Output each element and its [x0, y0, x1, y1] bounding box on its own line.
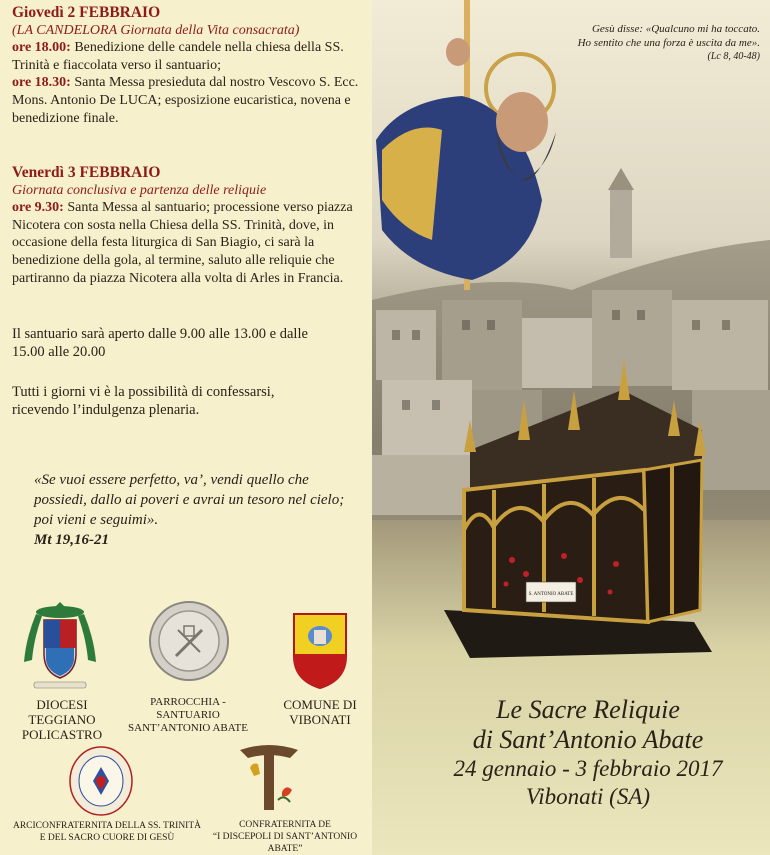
- luke-quote-ref: (Lc 8, 40-48): [707, 51, 760, 62]
- arciconfraternita-caption: [12, 820, 202, 844]
- luke-quote: [540, 22, 760, 64]
- friday-heading: Venerdì 3 FEBBRAIO: [12, 164, 161, 181]
- thursday-time-1: ore 18.00:: [12, 40, 71, 56]
- gospel-quote-ref: Mt 19,16-21: [34, 532, 109, 548]
- parrocchia-line-2: SANT’ANTONIO ABATE: [128, 722, 248, 734]
- diocesi-line-3: POLICASTRO: [21, 727, 103, 742]
- thursday-heading: Giovedì 2 FEBBRAIO: [12, 4, 161, 21]
- left-panel: [0, 0, 372, 855]
- luke-quote-line-1: Gesù disse: «Qualcuno mi ha toccato.: [591, 23, 760, 35]
- arciconfraternita-seal: [68, 745, 134, 817]
- diocesi-line-1: DIOCESI: [36, 697, 88, 712]
- comune-caption: [270, 697, 370, 727]
- thursday-event-1: [12, 39, 367, 74]
- title-dates: 24 gennaio - 3 febbraio 2017: [453, 756, 723, 781]
- comune-line-2: VIBONATI: [289, 712, 351, 727]
- reliquary: [434, 360, 724, 680]
- thursday-subtitle: (LA CANDELORA Giornata della Vita consacrata): [12, 22, 300, 38]
- confession-note: Tutti i giorni vi è la possibilità di confessarsi, ricevendo l’indulgenza plenaria.: [12, 384, 275, 418]
- reliquary-label: S. ANTONIO ABATE: [528, 592, 574, 597]
- comune-crest: [288, 608, 352, 690]
- friday-subtitle: Giornata conclusiva e partenza delle reliquie: [12, 182, 267, 198]
- arciconfraternita-line-1: ARCICONFRATERNITA DELLA SS. TRINITÀ: [12, 821, 202, 831]
- event-title: [428, 695, 748, 811]
- diocesi-coat-of-arms: [20, 598, 100, 690]
- confraternita-tau-emblem: [238, 740, 300, 816]
- confraternita-line-2: “I DISCEPOLI DI SANT’ANTONIO ABATE”: [212, 832, 358, 854]
- title-line-2: di Sant’Antonio Abate: [472, 725, 704, 754]
- friday-event-1: [12, 199, 367, 287]
- thursday-section: [12, 4, 367, 127]
- gospel-quote-text: «Se vuoi essere perfetto, va’, vendi quello che possiedi, dallo ai poveri e avrai un tesoro nel cielo; poi vieni e seguimi».: [34, 472, 345, 528]
- thursday-text-2: Santa Messa presieduta dal nostro Vescovo S. Ecc. Mons. Antonio De LUCA; esposizione eucaristica, novena e benedizione finale.: [12, 75, 359, 126]
- diocesi-caption: [12, 697, 112, 742]
- friday-text-1: Santa Messa al santuario; processione verso piazza Nicotera con sosta nella Chiesa della SS. Trinità, dove, in occasione della festa liturgica di San Biagio, ci sarà la benedizione della gola, al termine, saluto alle reliquie che partiranno da piazza Nicotera alla volta di Arles in Francia.: [12, 200, 353, 286]
- gospel-quote: [34, 470, 349, 550]
- parrocchia-line-1: PARROCCHIA - SANTUARIO: [150, 696, 226, 721]
- confraternita-caption: [198, 819, 372, 855]
- diocesi-line-2: TEGGIANO: [28, 712, 96, 727]
- thursday-event-2: [12, 74, 367, 127]
- luke-quote-line-2: Ho sentito che una forza è uscita da me».: [577, 37, 760, 49]
- confraternita-line-1: CONFRATERNITA DE: [239, 820, 331, 830]
- friday-section: [12, 164, 367, 287]
- thursday-time-2: ore 18.30:: [12, 75, 71, 91]
- comune-line-1: COMUNE DI: [283, 697, 357, 712]
- title-line-1: Le Sacre Reliquie: [496, 695, 680, 724]
- parrocchia-seal: [148, 600, 230, 682]
- opening-hours: Il santuario sarà aperto dalle 9.00 alle 13.00 e dalle 15.00 alle 20.00: [12, 326, 308, 360]
- title-place: Vibonati (SA): [525, 784, 651, 809]
- thursday-text-1: Benedizione delle candele nella chiesa della SS. Trinità e fiaccolata verso il santuario;: [12, 40, 344, 73]
- parrocchia-caption: [118, 696, 258, 735]
- friday-time-1: ore 9.30:: [12, 200, 64, 216]
- arciconfraternita-line-2: E DEL SACRO CUORE DI GESÙ: [39, 833, 175, 843]
